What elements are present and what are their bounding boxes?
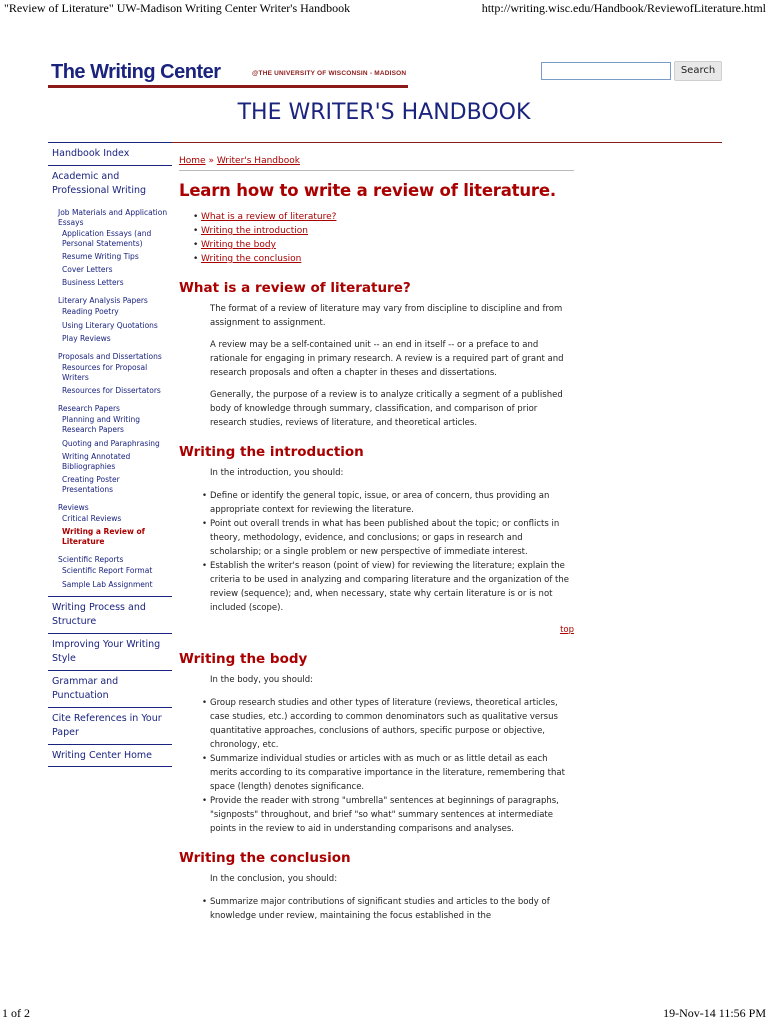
- section-lead: In the introduction, you should:: [210, 468, 344, 478]
- sidebar-subitem[interactable]: Play Reviews: [62, 333, 111, 343]
- sidebar-group-proposals: [58, 352, 172, 396]
- print-page-title: "Review of Literature" UW-Madison Writing Center Writer's Handbook: [4, 1, 351, 15]
- sidebar-subitem[interactable]: Using Literary Quotations: [62, 320, 158, 330]
- sidebar-subitem[interactable]: Writing Annotated Bibliographies: [62, 451, 131, 471]
- page-heading: Learn how to write a review of literature.: [179, 181, 556, 200]
- sidebar-subitem[interactable]: Reading Poetry: [62, 307, 119, 317]
- breadcrumb: [179, 156, 574, 171]
- breadcrumb-separator: »: [205, 156, 217, 166]
- paragraph: A review may be a self-contained unit -- an end in itself -- or a preface to and rationale for engaging in primary research. A review is a required part of grant and research proposals and often a chapter in theses and dissertations.: [210, 340, 564, 378]
- list-item: • Provide the reader with strong "umbrella" sentences at beginnings of paragraphs, "signposts" throughout, and brief "so what" summary sentences at intermediate points in the review to aid in understanding comparisons and analyses.: [210, 794, 574, 836]
- sidebar-divider: [48, 596, 172, 597]
- search-input[interactable]: [541, 62, 671, 80]
- section-introduction-body: [210, 466, 574, 480]
- sidebar-item-cite-references[interactable]: Cite References in Your Paper: [52, 712, 162, 739]
- main-content: [179, 156, 574, 923]
- sidebar-group-heading[interactable]: Job Materials and Application Essays: [58, 207, 168, 227]
- sidebar-divider: [48, 707, 172, 708]
- sidebar-group-scientific-reports: [58, 555, 172, 589]
- list-item: • Point out overall trends in what has been published about the topic; or conflicts in theory, methodology, evidence, and conclusions; or gaps in research and scholarship; or a single problem or new perspective of immediate interest.: [210, 517, 574, 559]
- writing-center-logo[interactable]: [48, 60, 408, 88]
- list-item: • Group research studies and other types of literature (reviews, theoretical articles, case studies, etc.) according to common denominators such as qualitative versus quantitative approaches, conclusions of authors, specific purpose or objective, chronology, etc.: [210, 696, 574, 752]
- sidebar-group-heading[interactable]: Reviews: [58, 503, 89, 513]
- sidebar-group-job-materials: [58, 208, 172, 289]
- logo-subtitle: @THE UNIVERSITY OF WISCONSIN - MADISON: [252, 70, 407, 77]
- section-title-what: What is a review of literature?: [179, 280, 411, 296]
- sidebar-group-heading[interactable]: Scientific Reports: [58, 555, 124, 565]
- section-title-body: Writing the body: [179, 651, 308, 667]
- search-button[interactable]: Search: [674, 61, 722, 81]
- section-lead: In the body, you should:: [210, 675, 314, 685]
- sidebar-divider: [48, 633, 172, 634]
- print-page-number: 1 of 2: [2, 1006, 30, 1020]
- toc-item: [201, 252, 574, 266]
- section-what-body: [210, 302, 574, 430]
- section-title-conclusion: Writing the conclusion: [179, 850, 351, 866]
- sidebar-divider: [48, 165, 172, 166]
- sidebar-subitem[interactable]: Sample Lab Assignment: [62, 579, 153, 589]
- sidebar-subitem[interactable]: Resume Writing Tips: [62, 251, 139, 261]
- toc-item: [201, 224, 574, 238]
- toc-link-introduction[interactable]: Writing the introduction: [201, 226, 308, 236]
- sidebar-subitem[interactable]: Resources for Proposal Writers: [62, 362, 148, 382]
- sidebar-divider: [48, 766, 172, 767]
- sidebar-subitem[interactable]: Critical Reviews: [62, 514, 122, 524]
- toc-link-conclusion[interactable]: Writing the conclusion: [201, 254, 302, 264]
- print-page-url: http://writing.wisc.edu/Handbook/ReviewofLiterature.html: [481, 1, 766, 15]
- section-conclusion-body: [210, 872, 574, 886]
- section-lead: In the conclusion, you should:: [210, 874, 338, 884]
- sidebar-group-research-papers: [58, 404, 172, 495]
- list-item: • Summarize major contributions of significant studies and articles to the body of knowledge under review, maintaining the focus established in the: [210, 895, 574, 923]
- sidebar-divider: [48, 142, 172, 143]
- sidebar-subitem-current[interactable]: Writing a Review of Literature: [62, 527, 145, 547]
- sidebar-subitem[interactable]: Creating Poster Presentations: [62, 475, 120, 495]
- print-footer: [0, 1004, 768, 1024]
- sidebar-group-heading[interactable]: Research Papers: [58, 404, 120, 414]
- introduction-list: [210, 489, 574, 615]
- sidebar-subitem[interactable]: Application Essays (and Personal Statements): [62, 228, 152, 248]
- sidebar-item-academic-writing[interactable]: Academic and Professional Writing: [52, 170, 147, 196]
- toc-item: [201, 238, 574, 252]
- sidebar-divider: [48, 670, 172, 671]
- page-title: THE WRITER'S HANDBOOK: [237, 100, 531, 125]
- breadcrumb-handbook-link[interactable]: Writer's Handbook: [216, 156, 300, 166]
- print-header: [0, 0, 768, 18]
- sidebar-item-grammar[interactable]: Grammar and Punctuation: [52, 675, 119, 702]
- table-of-contents: [201, 210, 574, 266]
- breadcrumb-home-link[interactable]: Home: [179, 156, 206, 166]
- sidebar-item-writing-center-home[interactable]: Writing Center Home: [52, 749, 152, 761]
- list-item: • Define or identify the general topic, issue, or area of concern, thus providing an appropriate context for reviewing the literature.: [210, 489, 574, 517]
- sidebar-group-heading[interactable]: Proposals and Dissertations: [58, 351, 162, 361]
- sidebar-divider: [48, 744, 172, 745]
- print-date: 19-Nov-14 11:56 PM: [663, 1006, 766, 1020]
- logo-title: The Writing Center: [51, 61, 221, 83]
- sidebar-group-reviews: [58, 503, 172, 547]
- list-item: • Summarize individual studies or articles with as much or as little detail as each merits according to its comparative importance in the literature, remembering that space (length) denotes significance.: [210, 752, 574, 794]
- sidebar: [48, 142, 172, 770]
- section-title-introduction: Writing the introduction: [179, 444, 364, 460]
- paragraph: Generally, the purpose of a review is to analyze critically a segment of a published body of knowledge through summary, classification, and comparison of prior research studies, reviews of literature, and theoretical articles.: [210, 390, 563, 428]
- section-body-body: [210, 673, 574, 687]
- sidebar-subitem[interactable]: Business Letters: [62, 278, 124, 288]
- sidebar-item-writing-process[interactable]: Writing Process and Structure: [52, 601, 146, 628]
- body-list: [210, 696, 574, 836]
- toc-link-body[interactable]: Writing the body: [201, 240, 276, 250]
- sidebar-item-handbook-index[interactable]: Handbook Index: [52, 148, 130, 159]
- paragraph: The format of a review of literature may vary from discipline to discipline and from assignment to assignment.: [210, 304, 563, 328]
- sidebar-subitem[interactable]: Quoting and Paraphrasing: [62, 438, 160, 448]
- sidebar-subitem[interactable]: Scientific Report Format: [62, 566, 153, 576]
- sidebar-subitem[interactable]: Cover Letters: [62, 265, 113, 275]
- back-to-top-link[interactable]: top: [560, 625, 574, 635]
- sidebar-subitem[interactable]: Resources for Dissertators: [62, 386, 161, 396]
- sidebar-item-writing-style[interactable]: Improving Your Writing Style: [52, 638, 161, 665]
- toc-link-what[interactable]: What is a review of literature?: [201, 212, 337, 222]
- toc-item: [201, 210, 574, 224]
- sidebar-group-heading[interactable]: Literary Analysis Papers: [58, 296, 148, 306]
- list-item: • Establish the writer's reason (point of view) for reviewing the literature; explain the criteria to be used in analyzing and comparing literature and the organization of the review (sequence); and, when necessary, state why certain literature is or is not included (scope).: [210, 559, 574, 615]
- sidebar-group-literary-analysis: [58, 296, 172, 344]
- sidebar-subitem[interactable]: Planning and Writing Research Papers: [62, 415, 140, 435]
- conclusion-list: [210, 895, 574, 923]
